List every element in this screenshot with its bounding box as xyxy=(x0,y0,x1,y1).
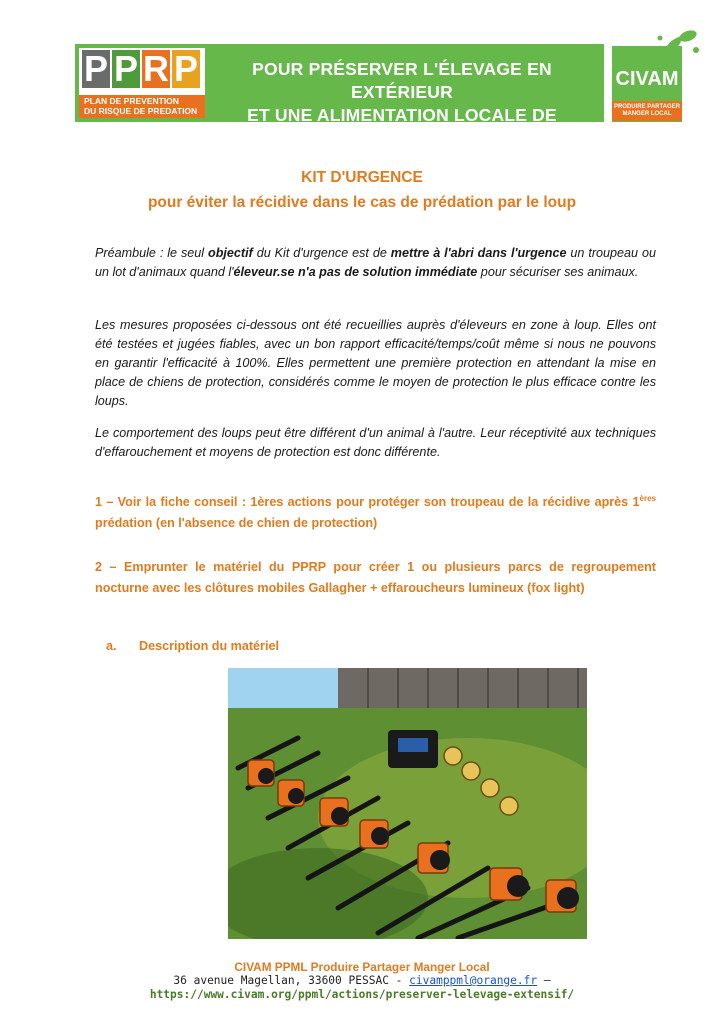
pprp-subtitle-line2: DU RISQUE DE PREDATION xyxy=(84,106,198,116)
pprp-subtitle xyxy=(84,96,204,116)
item1-superscript: ères xyxy=(639,493,656,503)
footer-dash: – xyxy=(537,974,551,987)
civam-tagline-line1: PRODUIRE PARTAGER xyxy=(613,104,681,110)
preamble-text: Préambule : le seul xyxy=(95,246,209,260)
preamble-paragraph xyxy=(95,244,656,282)
preamble-text: du Kit d'urgence est de xyxy=(252,246,391,260)
civam-tagline-line2: MANGER LOCAL xyxy=(622,111,672,117)
pprp-letter: P xyxy=(113,48,138,89)
wolf-behaviour-paragraph: Le comportement des loups peut être différent d'un animal à l'autre. Leur réceptivité aux techniques d'effarouchement et moyens de protection est donc différente. xyxy=(95,426,656,459)
civam-tagline xyxy=(612,101,682,121)
footer-email-link[interactable]: civamppml@orange.fr xyxy=(409,974,538,987)
civam-logo-text: CIVAM xyxy=(615,68,679,90)
slogan-line1: POUR PRÉSERVER L'ÉLEVAGE EN EXTÉRIEUR xyxy=(252,59,552,102)
measures-paragraph: Les mesures proposées ci-dessous ont été recueillies auprès d'éleveurs en zone à loup. Elles ont été testées et jugées fiables, avec un bon rapport efficacité/temps/coût même si nous ne pouvons en garantir l'efficacité à 100%. Elles permettent une première protection en attendant la mise en place de chiens de protection, considérés comme le moyen de protection le plus efficace contre les loups. xyxy=(95,318,656,408)
equipment-photo xyxy=(228,668,587,939)
pprp-letter: P xyxy=(173,48,198,89)
subsection-title: Description du matériel xyxy=(139,639,279,653)
item1-text: prédation (en l'absence de chien de protection) xyxy=(95,516,378,530)
preamble-bold: objectif xyxy=(208,246,253,260)
item1-text: 1 – Voir la fiche conseil : 1ères actions pour protéger son troupeau de la récidive après 1 xyxy=(95,495,640,509)
section-item-2: 2 – Emprunter le matériel du PPRP pour créer 1 ou plusieurs parcs de regroupement nocturne avec les clôtures mobiles Gallagher + effaroucheurs lumineux (fox light) xyxy=(95,560,656,595)
slogan-line2: ET UNE ALIMENTATION LOCALE DE QUALITÉ xyxy=(247,105,557,148)
footer-organization: CIVAM PPML Produire Partager Manger Local xyxy=(234,960,490,974)
footer-address: 36 avenue Magellan, 33600 PESSAC - xyxy=(173,974,410,987)
pprp-letter: P xyxy=(83,48,108,89)
section-item-1 xyxy=(95,492,656,534)
header-slogan xyxy=(212,58,592,150)
subsection-letter: a. xyxy=(106,639,117,653)
document-title: KIT D'URGENCE xyxy=(301,169,423,186)
preamble-bold: éleveur.se n'a pas de solution immédiate xyxy=(233,265,478,279)
preamble-text: un troupeau ou un lot d'animaux quand l' xyxy=(95,246,656,279)
document-subtitle: pour éviter la récidive dans le cas de prédation par le loup xyxy=(147,194,577,211)
footer-address-line xyxy=(0,974,724,988)
preamble-text: pour sécuriser ses animaux. xyxy=(477,265,639,279)
pprp-logo-letters xyxy=(82,50,200,90)
pprp-letter: R xyxy=(143,48,169,89)
footer-url-link[interactable]: https://www.civam.org/ppml/actions/preserver-lelevage-extensif/ xyxy=(149,988,575,1001)
preamble-bold: mettre à l'abri dans l'urgence xyxy=(390,246,567,260)
pprp-subtitle-line1: PLAN DE PREVENTION xyxy=(84,96,179,106)
